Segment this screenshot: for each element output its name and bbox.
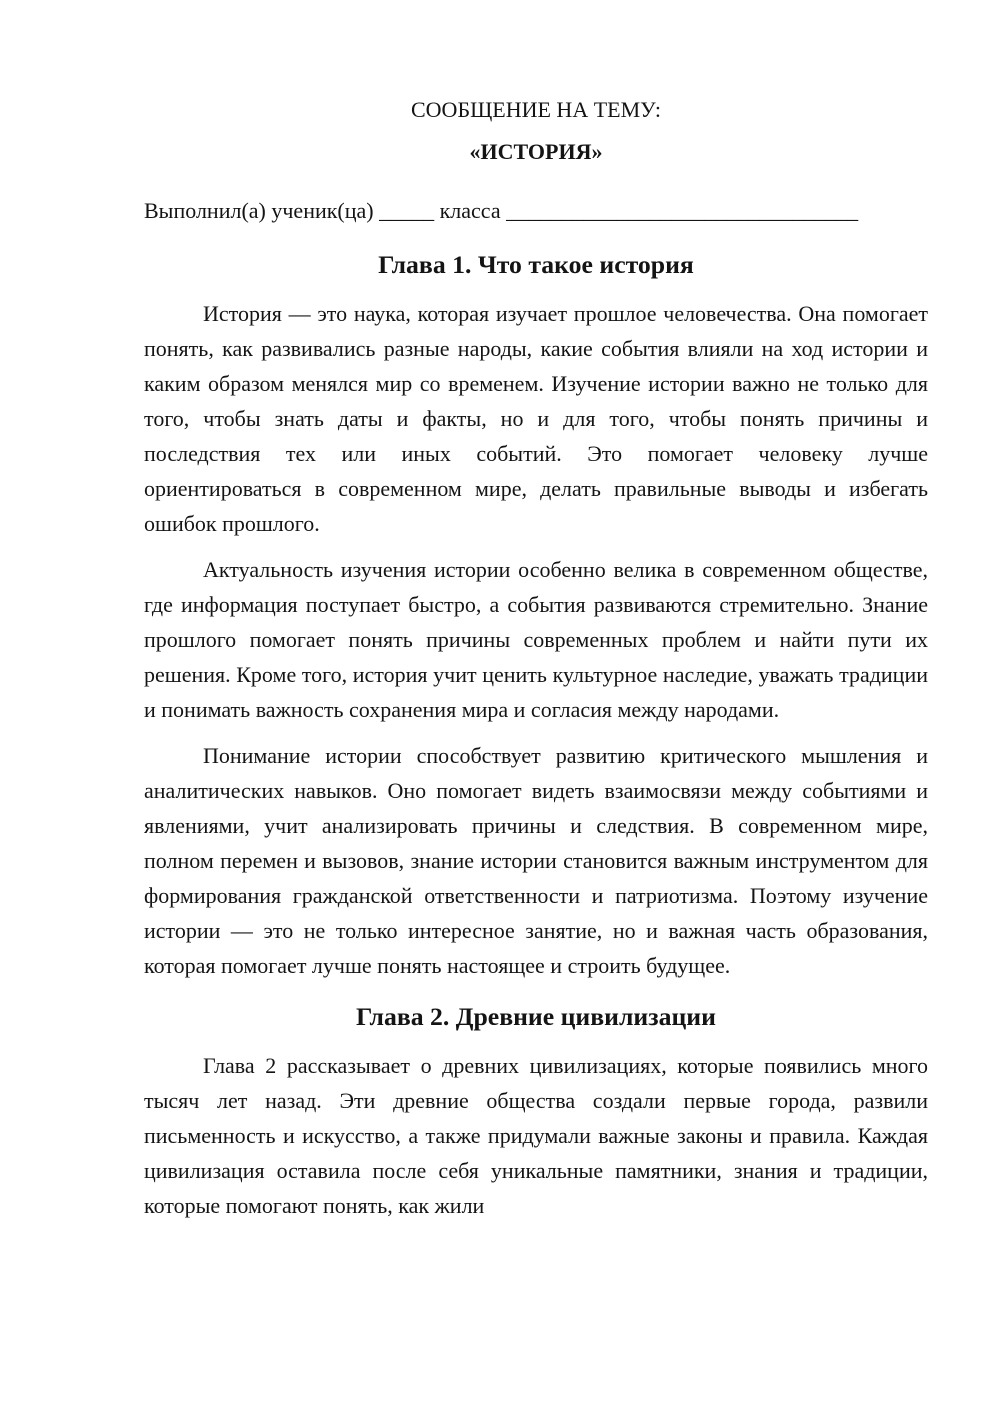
paragraph: Глава 2 рассказывает о древних цивилизациях, которые появились много тысяч лет назад. Эти древние общества создали первые города, развили письменность и искусство, а также придумали важные законы и правила. Каждая цивилизация оставила после себя уникальные памятники, знания и традиции, которые помогают понять, как жили — [144, 1053, 928, 1218]
paragraph: Актуальность изучения истории особенно велика в современном обществе, где информация поступает быстро, а события развиваются стремительно. Знание прошлого помогает понять причины современных проблем и найти пути их решения. Кроме того, история учит ценить культурное наследие, уважать традиции и понимать важность сохранения мира и согласия между народами. — [144, 557, 928, 722]
document-subtitle: «ИСТОРИЯ» — [469, 139, 603, 164]
document-title: СООБЩЕНИЕ НА ТЕМУ: — [411, 97, 661, 122]
paragraph: История — это наука, которая изучает прошлое человечества. Она помогает понять, как развивались разные народы, какие события влияли на ход истории и каким образом менялся мир со временем. Изучение истории важно не только для того, чтобы знать даты и факты, но и для того, чтобы понять причины и последствия тех или иных событий. Это помогает человеку лучше ориентироваться в современном мире, делать правильные выводы и избегать ошибок прошлого. — [144, 301, 928, 536]
chapter-heading: Глава 1. Что такое история — [378, 250, 694, 279]
author-line: Выполнил(а) ученик(ца) _____ класса ________________________________ — [144, 198, 859, 223]
paragraph: Понимание истории способствует развитию критического мышления и аналитических навыков. Оно помогает видеть взаимосвязи между событиями и явлениями, учит анализировать причины и следствия. В современном мире, полном перемен и вызовов, знание истории становится важным инструментом для формирования гражданской ответственности и патриотизма. Поэтому изучение истории — это не только интересное занятие, но и важная часть образования, которая помогает лучше понять настоящее и строить будущее. — [144, 743, 928, 978]
chapter-heading: Глава 2. Древние цивилизации — [356, 1002, 716, 1031]
document-page — [144, 92, 928, 1223]
